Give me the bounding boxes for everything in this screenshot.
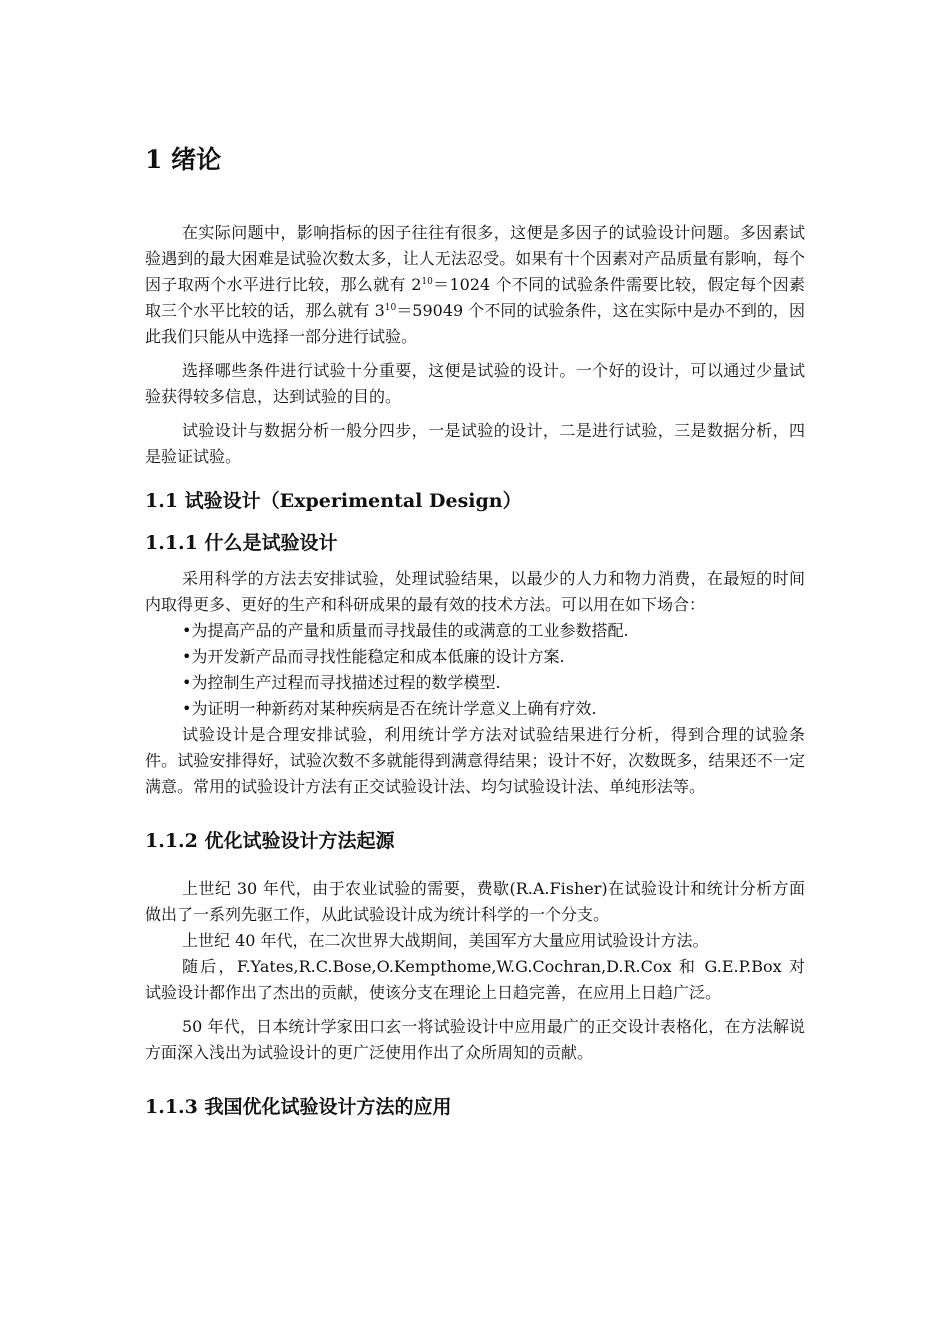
section-1-1-2-paragraph-4: 50 年代，日本统计学家田口玄一将试验设计中应用最广的正交设计表格化，在方法解说方面深入浅出为试验设计的更广泛使用作出了众所周知的贡献。	[145, 1017, 805, 1062]
section-1-1-1-paragraph-1: 采用科学的方法去安排试验，处理试验结果，以最少的人力和物力消费，在最短的时间内取得更多、更好的生产和科研成果的最有效的技术方法。可以用在如下场合：	[145, 569, 805, 614]
intro-paragraph-1	[145, 220, 805, 350]
section-heading-1-1-2: 1.1.2 优化试验设计方法起源	[145, 830, 395, 852]
section-heading-1-1: 1.1 试验设计（Experimental Design）	[145, 490, 522, 512]
section-1-1-2-paragraph-3: 随后，F.Yates,R.C.Bose,O.Kempthome,W.G.Cochran,D.R.Cox 和 G.E.P.Box 对试验设计都作出了杰出的贡献，使该分支在理论上日趋完善，在应用上日趋广泛。	[145, 957, 805, 1002]
page-content	[145, 140, 805, 1142]
intro-paragraph-3: 试验设计与数据分析一般分四步，一是试验的设计，二是进行试验，三是数据分析，四是验证试验。	[145, 421, 805, 466]
intro-p1-part-c: ＝59049 个不同的试验条件，这在实际中是办不到的，因此我们只能从中选择一部分进行试验。	[145, 301, 805, 346]
exponent-2: 10	[384, 303, 397, 313]
intro-paragraph-2: 选择哪些条件进行试验十分重要，这便是试验的设计。一个好的设计，可以通过少量试验获得较多信息，达到试验的目的。	[145, 361, 805, 406]
section-heading-1-1-1: 1.1.1 什么是试验设计	[145, 532, 338, 554]
section-heading-1-1-3: 1.1.3 我国优化试验设计方法的应用	[145, 1096, 452, 1118]
list-item: •为开发新产品而寻找性能稳定和成本低廉的设计方案.	[182, 647, 565, 666]
list-item: •为提高产品的产量和质量而寻找最佳的或满意的工业参数搭配.	[182, 621, 629, 640]
chapter-title: 1 绪论	[145, 145, 222, 174]
list-item: •为控制生产过程而寻找描述过程的数学模型.	[182, 673, 501, 692]
section-1-1-1-paragraph-2: 试验设计是合理安排试验，利用统计学方法对试验结果进行分析，得到合理的试验条件。试验安排得好，试验次数不多就能得到满意得结果；设计不好，次数既多，结果还不一定满意。常用的试验设计方法有正交试验设计法、均匀试验设计法、单纯形法等。	[145, 725, 805, 796]
list-item: •为证明一种新药对某种疾病是否在统计学意义上确有疗效.	[182, 699, 597, 718]
section-1-1-2-paragraph-2: 上世纪 40 年代，在二次世界大战期间，美国军方大量应用试验设计方法。	[182, 931, 709, 950]
intro-p1-part-b: ＝1024 个不同的试验条件需要比较，假定每个因素取三个水平比较的话，那么就有 3	[145, 275, 805, 320]
section-1-1-2-paragraph-1: 上世纪 30 年代，由于农业试验的需要，费歇(R.A.Fisher)在试验设计和统计分析方面做出了一系列先驱工作，从此试验设计成为统计科学的一个分支。	[145, 879, 805, 924]
exponent-1: 10	[421, 277, 433, 287]
intro-p1-part-a: 在实际问题中，影响指标的因子往往有很多，这便是多因子的试验设计问题。多因素试验遇到的最大困难是试验次数太多，让人无法忍受。如果有十个因素对产品质量有影响，每个因子取两个水平进行比较，那么就有 2	[145, 223, 805, 294]
usage-bullet-list	[145, 618, 805, 722]
